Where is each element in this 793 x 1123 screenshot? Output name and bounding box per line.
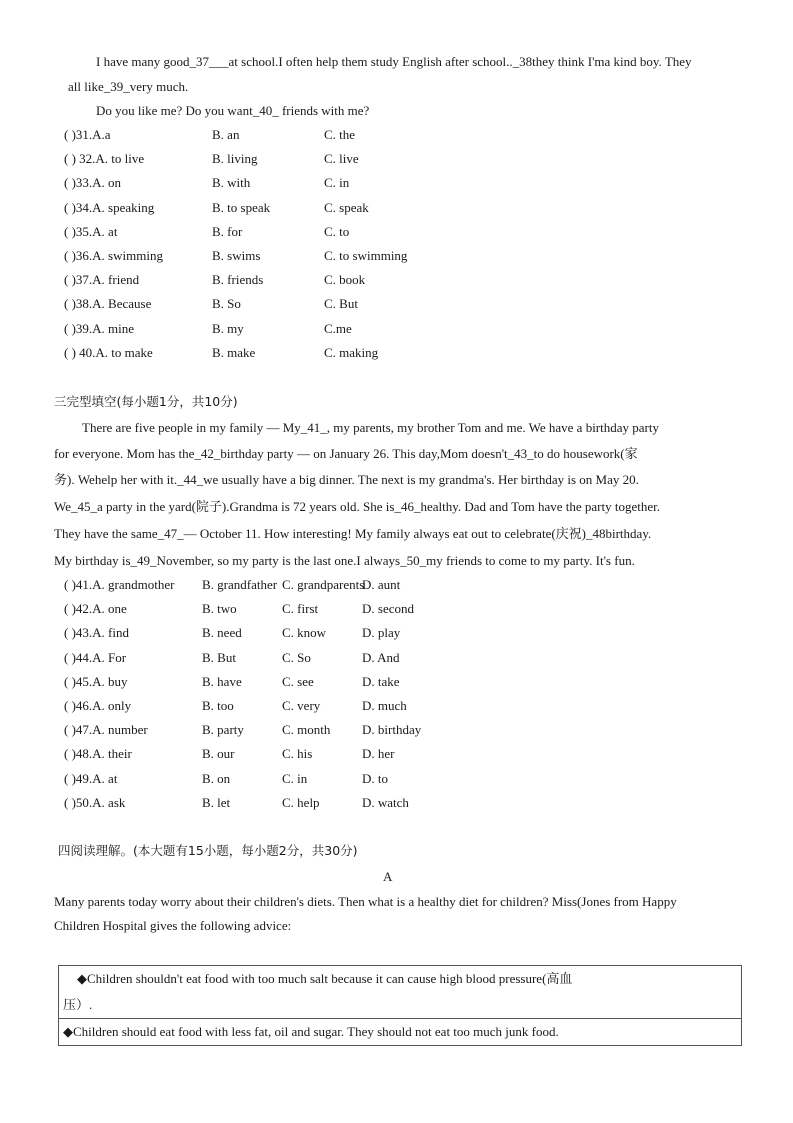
section3-passage-line: There are five people in my family — My_41_, my parents, my brother Tom and me. We have a birthday party xyxy=(82,420,659,435)
option-d: D. aunt xyxy=(362,577,401,592)
option-b: B. for xyxy=(212,223,243,239)
option-b: B. have xyxy=(202,673,242,689)
section3-passage-line: We_45_a party in the yard(院子).Grandma is 72 years old. She is_46_healthy. Dad and Tom have the party together. xyxy=(54,499,660,514)
advice-cell xyxy=(59,1019,742,1046)
option-b: B. my xyxy=(212,320,244,336)
option-b: B. with xyxy=(212,175,251,191)
option-c: C. speak xyxy=(324,199,369,215)
section3-passage-line: 务). Wehelp her with it._44_we usually have a big dinner. The next is my grandma's. Her birthday is on May 20. xyxy=(54,472,639,487)
option-c: C. But xyxy=(324,296,358,312)
option-num: ( ) 40.A. to make xyxy=(64,344,153,360)
advice-table xyxy=(58,965,742,1046)
option-c: C. grandparents xyxy=(282,577,365,592)
option-c: C.me xyxy=(324,320,352,336)
option-num: ( )37.A. friend xyxy=(64,272,140,288)
option-c: C. live xyxy=(324,151,359,167)
part-label: A xyxy=(383,869,393,884)
option-c: C. know xyxy=(282,625,327,641)
advice-cell xyxy=(59,966,742,1019)
option-num: ( )43.A. find xyxy=(64,625,129,641)
option-d: D. play xyxy=(362,625,401,641)
advice-text: ◆Children shouldn't eat food with too much salt because it can cause high blood pressure(高血 xyxy=(77,971,573,986)
option-b: B. swims xyxy=(212,248,261,263)
section4-intro-line-2: Children Hospital gives the following advice: xyxy=(54,918,292,933)
option-d: D. to xyxy=(362,770,388,786)
option-c: C. month xyxy=(282,722,331,738)
option-b: B. grandfather xyxy=(202,577,278,592)
option-c: C. So xyxy=(282,649,311,665)
option-c: C. to swimming xyxy=(324,248,408,263)
option-b: B. friends xyxy=(212,272,264,288)
advice-row xyxy=(59,1019,742,1046)
option-c: C. help xyxy=(282,794,320,810)
option-num: ( )46.A. only xyxy=(64,698,132,713)
option-num: ( )34.A. speaking xyxy=(64,199,155,215)
option-c: C. making xyxy=(324,344,379,360)
option-num: ( )50.A. ask xyxy=(64,794,126,810)
section3-passage-line: They have the same_47_— October 11. How interesting! My family always eat out to celebrate(庆祝)_48birthday. xyxy=(54,526,652,541)
advice-row xyxy=(59,966,742,1019)
option-d: D. And xyxy=(362,649,400,665)
option-num: ( )44.A. For xyxy=(64,649,127,665)
option-d: D. birthday xyxy=(362,722,422,738)
section3-passage-line: for everyone. Mom has the_42_birthday party — on January 26. This day,Mom doesn't_43_to do housework(家 xyxy=(54,446,638,461)
option-b: B. So xyxy=(212,296,241,312)
section4-intro-line-1: Many parents today worry about their children's diets. Then what is a healthy diet for children? Miss(Jones from Happy xyxy=(54,894,677,909)
option-d: D. her xyxy=(362,746,395,762)
option-num: ( )47.A. number xyxy=(64,722,148,738)
option-num: ( )41.A. grandmother xyxy=(64,577,175,592)
option-num: ( )39.A. mine xyxy=(64,320,135,336)
option-c: C. first xyxy=(282,601,319,617)
option-b: B. living xyxy=(212,151,258,167)
option-b: B. an xyxy=(212,127,240,142)
option-b: B. make xyxy=(212,344,256,360)
option-num: ( )48.A. their xyxy=(64,746,132,762)
option-b: B. But xyxy=(202,649,236,665)
intro-line-1: I have many good_37___at school.I often help them study English after school.._38they think I'ma kind boy. They xyxy=(96,54,692,69)
option-b: B. need xyxy=(202,625,242,641)
section3-heading: 三完型填空(每小题1分，共10分) xyxy=(54,394,238,409)
option-c: C. his xyxy=(282,746,313,762)
option-b: B. our xyxy=(202,746,235,762)
section4-heading: 四阅读理解。(本大题有15小题，每小题2分，共30分) xyxy=(58,843,358,858)
option-b: B. to speak xyxy=(212,199,271,215)
advice-text: ◆Children should eat food with less fat, oil and sugar. They should not eat too much junk food. xyxy=(63,1024,559,1039)
option-num: ( )45.A. buy xyxy=(64,673,128,689)
option-c: C. very xyxy=(282,698,321,713)
option-num: ( )42.A. one xyxy=(64,601,127,617)
intro-line-3: Do you like me? Do you want_40_ friends with me? xyxy=(96,103,370,118)
option-d: D. take xyxy=(362,673,400,689)
option-c: C. in xyxy=(324,175,350,191)
option-num: ( )35.A. at xyxy=(64,223,118,239)
option-num: ( )49.A. at xyxy=(64,770,118,786)
advice-text-continued: 压）. xyxy=(63,997,93,1012)
option-d: D. much xyxy=(362,698,407,713)
option-num: ( ) 32.A. to live xyxy=(64,151,145,167)
option-b: B. party xyxy=(202,722,244,738)
option-d: D. watch xyxy=(362,794,409,810)
option-b: B. let xyxy=(202,794,231,810)
option-num: ( )38.A. Because xyxy=(64,296,152,312)
option-c: C. see xyxy=(282,673,314,689)
option-c: C. the xyxy=(324,127,356,142)
section3-passage-line: My birthday is_49_November, so my party is the last one.I always_50_my friends to come to my party. It's fun. xyxy=(54,553,635,568)
option-c: C. to xyxy=(324,223,350,239)
option-c: C. book xyxy=(324,272,366,288)
option-c: C. in xyxy=(282,770,308,786)
option-num: ( )33.A. on xyxy=(64,175,122,191)
option-b: B. on xyxy=(202,770,231,786)
option-d: D. second xyxy=(362,601,414,617)
option-num: ( )36.A. swimming xyxy=(64,248,163,263)
intro-line-2: all like_39_very much. xyxy=(68,79,189,94)
option-b: B. too xyxy=(202,698,234,713)
option-num: ( )31.A.a xyxy=(64,127,111,142)
option-b: B. two xyxy=(202,601,237,617)
